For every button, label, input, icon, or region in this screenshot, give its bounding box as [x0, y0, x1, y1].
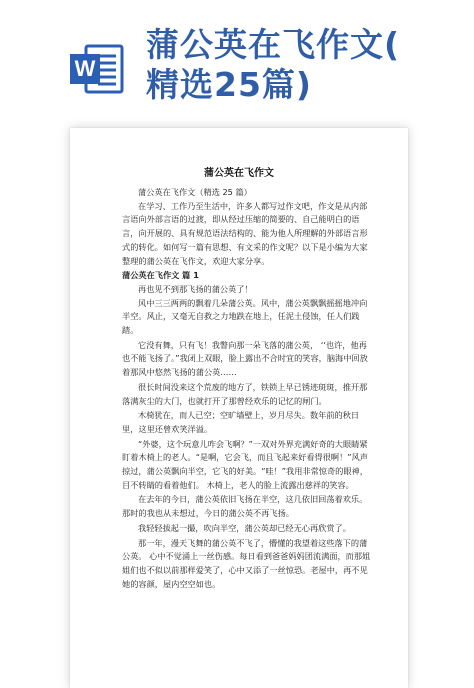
page-title-line-2: 精选25篇) [146, 65, 313, 104]
paragraph: 那一年，漫天飞舞的蒲公英不飞了，懵懂的我望着这些落下的蒲公英。 心中不觉涌上一丝伤感。每日看到爸爸妈妈团流满面，而那姐姐们也不似以前那样爱笑了，心中又添了一丝惊恐。老屋中，再不见她的容颜，屋内空空如也。 [122, 537, 371, 589]
word-document-icon [68, 40, 126, 98]
paragraph: “外婆，这个玩意儿咋会飞啊？”一双对外界充满好奇的大眼睛紧盯着木椅上的老人。“是啊，它会飞，而且飞起来好看得很啊！”风声掠过，蒲公英飘向半空，它飞的好美。“哇！”我用非常惊奇的眼神，目不转睛的看着他们。 木椅上，老人的脸上流露出慈祥的笑容。 [122, 438, 368, 490]
document-body [122, 186, 374, 591]
paragraph: 在去年的今日，蒲公英依旧飞扬在半空，这几依旧回荡着欢乐。那时的我也从未想过，今日的蒲公英不再飞扬。 [122, 494, 368, 519]
document-page [70, 128, 408, 688]
paragraph: 很长时间没来这个荒废的地方了，铁锁上早已锈迹斑斑，推开那落满灰尘的大门，也就打开了那曾经欢乐的记忆的闸门。 [122, 381, 368, 406]
page-title [146, 25, 466, 105]
section-heading: 蒲公英在飞作文 篇 1 [122, 270, 199, 281]
document-subtitle: 蒲公英在飞作文（精选 25 篇） [138, 187, 252, 197]
word-icon-letter: W [74, 56, 96, 81]
page-title-line-1: 蒲公英在飞作文( [146, 25, 401, 64]
paragraph: 再也见不到那飞扬的蒲公英了！ [138, 283, 253, 294]
header [0, 0, 474, 120]
paragraph: 木椅犹在，而人已空；空旷墙壁上，岁月尽失。数年前的秋日里，这里还曾欢笑洋溢。 [122, 410, 360, 434]
paragraph: 风中三三两两的飘着几朵蒲公英。风中，蒲公英飘飘摇摇地冲向半空。风止，又毫无自救之力地跌在地上，任泥土侵蚀，任人们践踏。 [122, 297, 368, 336]
paragraph: 它没有舞，只有飞！我瞥向那一朵飞落的蒲公英， ‘‘也许，他再也不能飞扬了。”我闭上双眼，脸上露出不合时宜的笑容，脑海中回放着那风中悠然飞扬的蒲公英…… [122, 339, 368, 378]
document-title: 蒲公英在飞作文 [204, 168, 274, 179]
paragraph: 我轻轻拔起一撮，吹向半空，蒲公英却已经无心再欣赏了。 [138, 522, 351, 533]
paragraph: 在学习、工作乃至生活中，许多人都写过作文吧，作文是从内部言语向外部言语的过渡，即从经过压缩的简要的、自己能明白的语言，向开展的、具有规范语法结构的、能为他人所理解的外部语言形式的转化。如何写一篇有思想、有文采的作文呢？以下是小编为大家整理的蒲公英在飞作文，欢迎大家分享。 [122, 200, 368, 266]
